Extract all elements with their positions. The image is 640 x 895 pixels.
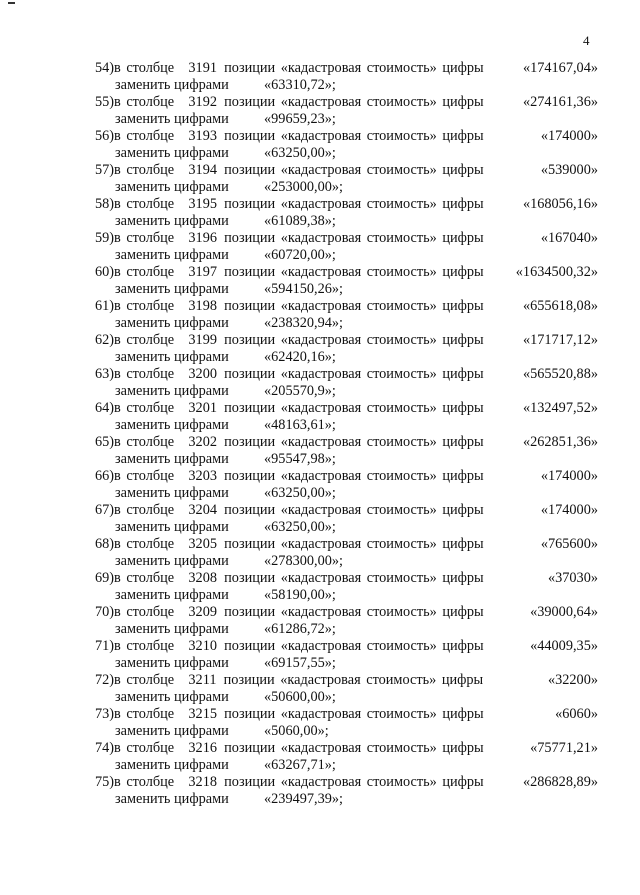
item-replace-label: заменить цифрами: [115, 451, 229, 467]
item-column: 3199: [188, 332, 217, 348]
item-new-value: «5060,00»;: [264, 723, 329, 739]
item-middle: позиции «кадастровая стоимость» цифры: [224, 264, 484, 280]
list-item: [88, 468, 598, 502]
item-line-1: [88, 162, 598, 179]
item-column: 3203: [188, 468, 217, 484]
list-item: [88, 264, 598, 298]
item-line-2: [88, 451, 598, 468]
list-item: [88, 774, 598, 808]
item-prefix: в столбце: [114, 740, 175, 756]
item-new-value: «58190,00»;: [264, 587, 336, 603]
item-replace-label: заменить цифрами: [115, 383, 229, 399]
item-line-2: [88, 145, 598, 162]
item-number: 59): [94, 230, 114, 246]
item-number: 55): [94, 94, 114, 110]
item-old-value: «75771,21»: [530, 740, 598, 756]
item-replace-label: заменить цифрами: [115, 349, 229, 365]
item-clause: [114, 298, 484, 314]
item-clause: [114, 706, 484, 722]
item-prefix: в столбце: [114, 366, 175, 382]
list-item: [88, 162, 598, 196]
item-number: 74): [94, 740, 114, 756]
item-column: 3191: [188, 60, 217, 76]
item-replace-label: заменить цифрами: [115, 519, 229, 535]
item-middle: позиции «кадастровая стоимость» цифры: [224, 706, 484, 722]
list-item: [88, 604, 598, 638]
item-new-value: «63250,00»;: [264, 485, 336, 501]
item-line-2: [88, 485, 598, 502]
item-line-2: [88, 621, 598, 638]
item-column: 3215: [188, 706, 217, 722]
item-new-value: «63267,71»;: [264, 757, 336, 773]
item-clause: [114, 672, 483, 688]
item-line-2: [88, 655, 598, 672]
item-line-1: [88, 604, 598, 621]
item-clause: [114, 740, 484, 756]
item-new-value: «63310,72»;: [264, 77, 336, 93]
item-new-value: «50600,00»;: [264, 689, 336, 705]
item-prefix: в столбце: [114, 672, 175, 688]
list-item: [88, 332, 598, 366]
item-line-2: [88, 553, 598, 570]
item-line-2: [88, 757, 598, 774]
item-column: 3198: [188, 298, 217, 314]
item-replace-label: заменить цифрами: [115, 145, 229, 161]
item-old-value: «655618,08»: [522, 298, 598, 314]
item-line-1: [88, 706, 598, 723]
item-line-1: [88, 468, 598, 485]
item-prefix: в столбце: [114, 604, 175, 620]
item-clause: [114, 570, 484, 586]
item-line-2: [88, 587, 598, 604]
item-line-2: [88, 417, 598, 434]
item-clause: [114, 502, 484, 518]
item-line-1: [88, 298, 598, 315]
item-replace-label: заменить цифрами: [115, 485, 229, 501]
item-middle: позиции «кадастровая стоимость» цифры: [224, 740, 484, 756]
list-item: [88, 366, 598, 400]
list-item: [88, 230, 598, 264]
item-prefix: в столбце: [114, 570, 175, 586]
item-column: 3209: [188, 604, 217, 620]
list-item: [88, 672, 598, 706]
item-line-2: [88, 723, 598, 740]
item-middle: позиции «кадастровая стоимость» цифры: [224, 502, 484, 518]
corner-mark: [8, 2, 15, 4]
item-old-value: «171717,12»: [522, 332, 598, 348]
list-item: [88, 706, 598, 740]
item-middle: позиции «кадастровая стоимость» цифры: [224, 536, 484, 552]
item-clause: [114, 400, 484, 416]
item-new-value: «69157,55»;: [264, 655, 336, 671]
item-middle: позиции «кадастровая стоимость» цифры: [224, 400, 484, 416]
item-new-value: «253000,00»;: [264, 179, 344, 195]
item-prefix: в столбце: [114, 128, 175, 144]
list-item: [88, 740, 598, 774]
item-line-1: [88, 774, 598, 791]
item-prefix: в столбце: [114, 264, 175, 280]
item-number: 61): [94, 298, 114, 314]
item-column: 3192: [188, 94, 217, 110]
item-middle: позиции «кадастровая стоимость» цифры: [224, 94, 484, 110]
item-new-value: «278300,00»;: [264, 553, 344, 569]
item-replace-label: заменить цифрами: [115, 689, 229, 705]
item-number: 63): [94, 366, 114, 382]
item-old-value: «174000»: [540, 128, 598, 144]
item-prefix: в столбце: [114, 638, 175, 654]
item-replace-label: заменить цифрами: [115, 247, 229, 263]
item-line-2: [88, 247, 598, 264]
item-middle: позиции «кадастровая стоимость» цифры: [224, 366, 484, 382]
item-old-value: «37030»: [547, 570, 598, 586]
item-middle: позиции «кадастровая стоимость» цифры: [224, 162, 484, 178]
item-clause: [114, 128, 484, 144]
item-old-value: «765600»: [540, 536, 598, 552]
amendment-list: [88, 60, 598, 808]
item-new-value: «594150,26»;: [264, 281, 344, 297]
item-number: 54): [94, 60, 114, 76]
item-line-1: [88, 128, 598, 145]
list-item: [88, 570, 598, 604]
item-number: 70): [94, 604, 114, 620]
item-prefix: в столбце: [114, 162, 175, 178]
item-middle: позиции «кадастровая стоимость» цифры: [224, 196, 484, 212]
item-replace-label: заменить цифрами: [115, 213, 229, 229]
item-line-1: [88, 740, 598, 757]
item-middle: позиции «кадастровая стоимость» цифры: [224, 298, 484, 314]
item-old-value: «167040»: [540, 230, 598, 246]
item-old-value: «262851,36»: [522, 434, 598, 450]
item-line-2: [88, 791, 598, 808]
item-old-value: «168056,16»: [522, 196, 598, 212]
item-replace-label: заменить цифрами: [115, 757, 229, 773]
item-old-value: «174000»: [540, 502, 598, 518]
item-replace-label: заменить цифрами: [115, 621, 229, 637]
item-number: 58): [94, 196, 114, 212]
item-line-1: [88, 638, 598, 655]
item-clause: [114, 162, 484, 178]
item-old-value: «132497,52»: [522, 400, 598, 416]
item-line-2: [88, 315, 598, 332]
item-middle: позиции «кадастровая стоимость» цифры: [224, 230, 484, 246]
item-number: 66): [94, 468, 114, 484]
item-prefix: в столбце: [114, 60, 175, 76]
item-clause: [114, 468, 484, 484]
item-replace-label: заменить цифрами: [115, 587, 229, 603]
item-line-2: [88, 689, 598, 706]
item-column: 3202: [188, 434, 217, 450]
item-prefix: в столбце: [114, 196, 175, 212]
item-replace-label: заменить цифрами: [115, 77, 229, 93]
item-clause: [114, 604, 484, 620]
item-new-value: «239497,39»;: [264, 791, 344, 807]
item-prefix: в столбце: [114, 94, 175, 110]
item-old-value: «274161,36»: [522, 94, 598, 110]
item-column: 3200: [188, 366, 217, 382]
item-line-2: [88, 77, 598, 94]
item-column: 3216: [188, 740, 217, 756]
item-number: 62): [94, 332, 114, 348]
item-replace-label: заменить цифрами: [115, 723, 229, 739]
item-line-2: [88, 519, 598, 536]
item-prefix: в столбце: [114, 332, 175, 348]
item-column: 3195: [188, 196, 217, 212]
item-new-value: «95547,98»;: [264, 451, 336, 467]
item-number: 57): [94, 162, 114, 178]
item-prefix: в столбце: [114, 298, 175, 314]
item-clause: [114, 60, 484, 76]
item-replace-label: заменить цифрами: [115, 553, 229, 569]
item-line-2: [88, 349, 598, 366]
item-column: 3197: [188, 264, 217, 280]
item-replace-label: заменить цифрами: [115, 281, 229, 297]
item-old-value: «39000,64»: [530, 604, 598, 620]
item-middle: позиции «кадастровая стоимость» цифры: [224, 638, 484, 654]
item-line-1: [88, 60, 598, 77]
list-item: [88, 298, 598, 332]
item-number: 65): [94, 434, 114, 450]
item-replace-label: заменить цифрами: [115, 655, 229, 671]
item-column: 3208: [188, 570, 217, 586]
item-new-value: «61089,38»;: [264, 213, 336, 229]
item-old-value: «174000»: [540, 468, 598, 484]
item-old-value: «1634500,32»: [515, 264, 598, 280]
item-column: 3193: [188, 128, 217, 144]
item-prefix: в столбце: [114, 230, 175, 246]
item-number: 71): [94, 638, 114, 654]
item-clause: [114, 332, 484, 348]
page-number: 4: [583, 33, 590, 48]
item-column: 3218: [188, 774, 217, 790]
item-line-2: [88, 213, 598, 230]
item-line-1: [88, 536, 598, 553]
item-line-1: [88, 434, 598, 451]
item-new-value: «62420,16»;: [264, 349, 336, 365]
item-column: 3194: [188, 162, 217, 178]
list-item: [88, 638, 598, 672]
item-clause: [114, 196, 484, 212]
item-clause: [114, 774, 484, 790]
item-old-value: «44009,35»: [530, 638, 598, 654]
item-line-1: [88, 570, 598, 587]
item-replace-label: заменить цифрами: [115, 417, 229, 433]
item-clause: [114, 264, 484, 280]
item-number: 73): [94, 706, 114, 722]
list-item: [88, 128, 598, 162]
item-old-value: «286828,89»: [522, 774, 598, 790]
item-prefix: в столбце: [114, 706, 175, 722]
item-clause: [114, 536, 484, 552]
item-clause: [114, 366, 484, 382]
item-new-value: «205570,9»;: [264, 383, 336, 399]
item-line-1: [88, 264, 598, 281]
item-old-value: «565520,88»: [522, 366, 598, 382]
item-replace-label: заменить цифрами: [115, 111, 229, 127]
item-number: 69): [94, 570, 114, 586]
item-prefix: в столбце: [114, 400, 175, 416]
item-replace-label: заменить цифрами: [115, 179, 229, 195]
item-middle: позиции «кадастровая стоимость» цифры: [224, 60, 484, 76]
item-number: 72): [94, 672, 114, 688]
item-new-value: «99659,23»;: [264, 111, 336, 127]
item-number: 60): [94, 264, 114, 280]
item-clause: [114, 230, 484, 246]
item-prefix: в столбце: [114, 434, 175, 450]
item-replace-label: заменить цифрами: [115, 315, 229, 331]
item-new-value: «61286,72»;: [264, 621, 336, 637]
item-middle: позиции «кадастровая стоимость» цифры: [224, 604, 484, 620]
item-line-2: [88, 281, 598, 298]
item-line-2: [88, 111, 598, 128]
item-middle: позиции «кадастровая стоимость» цифры: [224, 774, 484, 790]
list-item: [88, 94, 598, 128]
item-number: 68): [94, 536, 114, 552]
item-line-2: [88, 179, 598, 196]
item-middle: позиции «кадастровая стоимость» цифры: [224, 570, 484, 586]
item-line-1: [88, 332, 598, 349]
item-line-1: [88, 94, 598, 111]
item-number: 56): [94, 128, 114, 144]
item-line-2: [88, 383, 598, 400]
item-old-value: «174167,04»: [522, 60, 598, 76]
item-line-1: [88, 502, 598, 519]
item-middle: позиции «кадастровая стоимость» цифры: [224, 434, 484, 450]
item-column: 3211: [188, 672, 217, 688]
item-new-value: «60720,00»;: [264, 247, 336, 263]
item-line-1: [88, 400, 598, 417]
item-column: 3196: [188, 230, 217, 246]
item-clause: [114, 434, 484, 450]
item-prefix: в столбце: [114, 468, 175, 484]
item-line-1: [88, 230, 598, 247]
list-item: [88, 60, 598, 94]
item-prefix: в столбце: [114, 536, 175, 552]
item-column: 3205: [188, 536, 217, 552]
list-item: [88, 434, 598, 468]
item-old-value: «539000»: [540, 162, 598, 178]
item-old-value: «32200»: [547, 672, 598, 688]
item-clause: [114, 638, 484, 654]
item-column: 3204: [188, 502, 217, 518]
item-new-value: «63250,00»;: [264, 519, 336, 535]
item-column: 3210: [188, 638, 217, 654]
item-middle: позиции «кадастровая стоимость» цифры: [224, 128, 484, 144]
item-clause: [114, 94, 484, 110]
list-item: [88, 400, 598, 434]
item-prefix: в столбце: [114, 774, 175, 790]
item-prefix: в столбце: [114, 502, 175, 518]
item-new-value: «48163,61»;: [264, 417, 336, 433]
list-item: [88, 502, 598, 536]
item-middle: позиции «кадастровая стоимость» цифры: [224, 468, 484, 484]
item-middle: позиции «кадастровая стоимость» цифры: [224, 332, 484, 348]
item-new-value: «63250,00»;: [264, 145, 336, 161]
item-line-1: [88, 366, 598, 383]
item-number: 64): [94, 400, 114, 416]
item-column: 3201: [188, 400, 217, 416]
item-number: 67): [94, 502, 114, 518]
item-line-1: [88, 196, 598, 213]
list-item: [88, 536, 598, 570]
list-item: [88, 196, 598, 230]
item-old-value: «6060»: [555, 706, 598, 722]
item-number: 75): [94, 774, 114, 790]
item-line-1: [88, 672, 598, 689]
item-middle: позиции «кадастровая стоимость» цифры: [223, 672, 484, 688]
item-new-value: «238320,94»;: [264, 315, 344, 331]
item-replace-label: заменить цифрами: [115, 791, 229, 807]
